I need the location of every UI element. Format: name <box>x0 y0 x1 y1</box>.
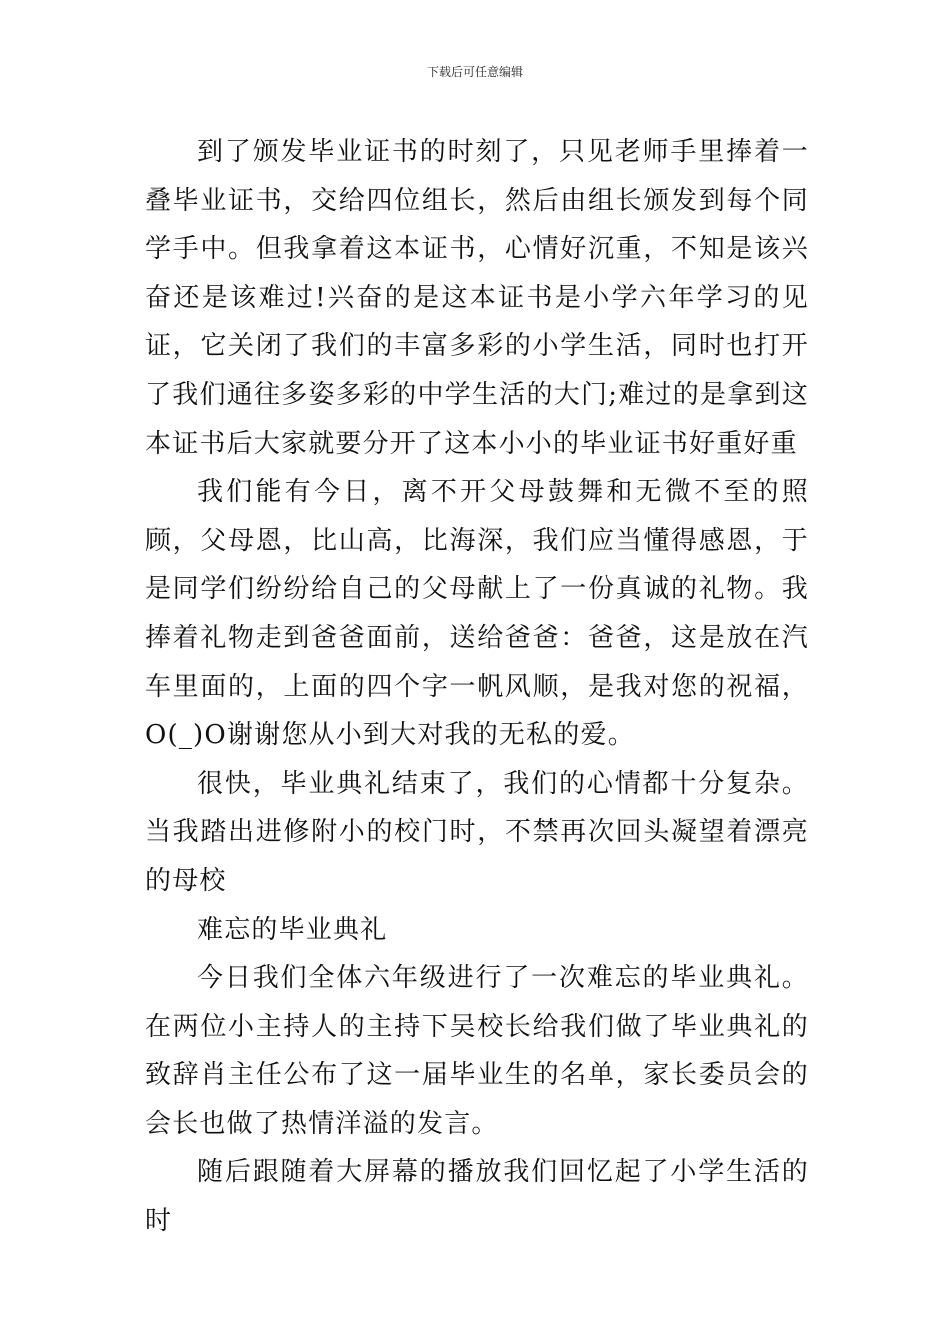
paragraph-ceremony-end: 很快，毕业典礼结束了，我们的心情都十分复杂。当我踏出进修附小的校门时，不禁再次回头凝望着漂亮的母校 <box>145 768 809 896</box>
paragraph-parents: 我们能有今日，离不开父母鼓舞和无微不至的照顾，父母恩，比山高，比海深，我们应当懂得感恩，于是同学们纷纷给自己的父母献上了一份真诚的礼物。我捧着礼物走到爸爸面前，送给爸爸：爸爸，这是放在汽车里面的，上面的四个字一帆风顺，是我对您的祝福，O(_)O谢谢您从小到大对我的无私的爱。 <box>145 477 809 751</box>
paragraph-today-ceremony: 今日我们全体六年级进行了一次难忘的毕业典礼。在两位小主持人的主持下吴校长给我们做了毕业典礼的致辞肖主任公布了这一届毕业生的名单，家长委员会的会长也做了热情洋溢的发言。 <box>145 963 809 1139</box>
paragraph-screen-memories: 随后跟随着大屏幕的播放我们回忆起了小学生活的时 <box>145 1157 809 1237</box>
paragraph-certificate: 到了颁发毕业证书的时刻了，只见老师手里捧着一叠毕业证书，交给四位组长，然后由组长颁发到每个同学手中。但我拿着这本证书，心情好沉重，不知是该兴奋还是该难过!兴奋的是这本证书是小学六年学习的见证，它关闭了我们的丰富多彩的小学生活，同时也打开了我们通往多姿多彩的中学生活的大门;难过的是拿到这本证书后大家就要分开了这本小小的毕业证书好重好重 <box>145 137 809 459</box>
section-heading: 难忘的毕业典礼 <box>197 914 388 945</box>
page-header: 下载后可任意编辑 <box>426 65 523 79</box>
document-body <box>145 128 809 1246</box>
